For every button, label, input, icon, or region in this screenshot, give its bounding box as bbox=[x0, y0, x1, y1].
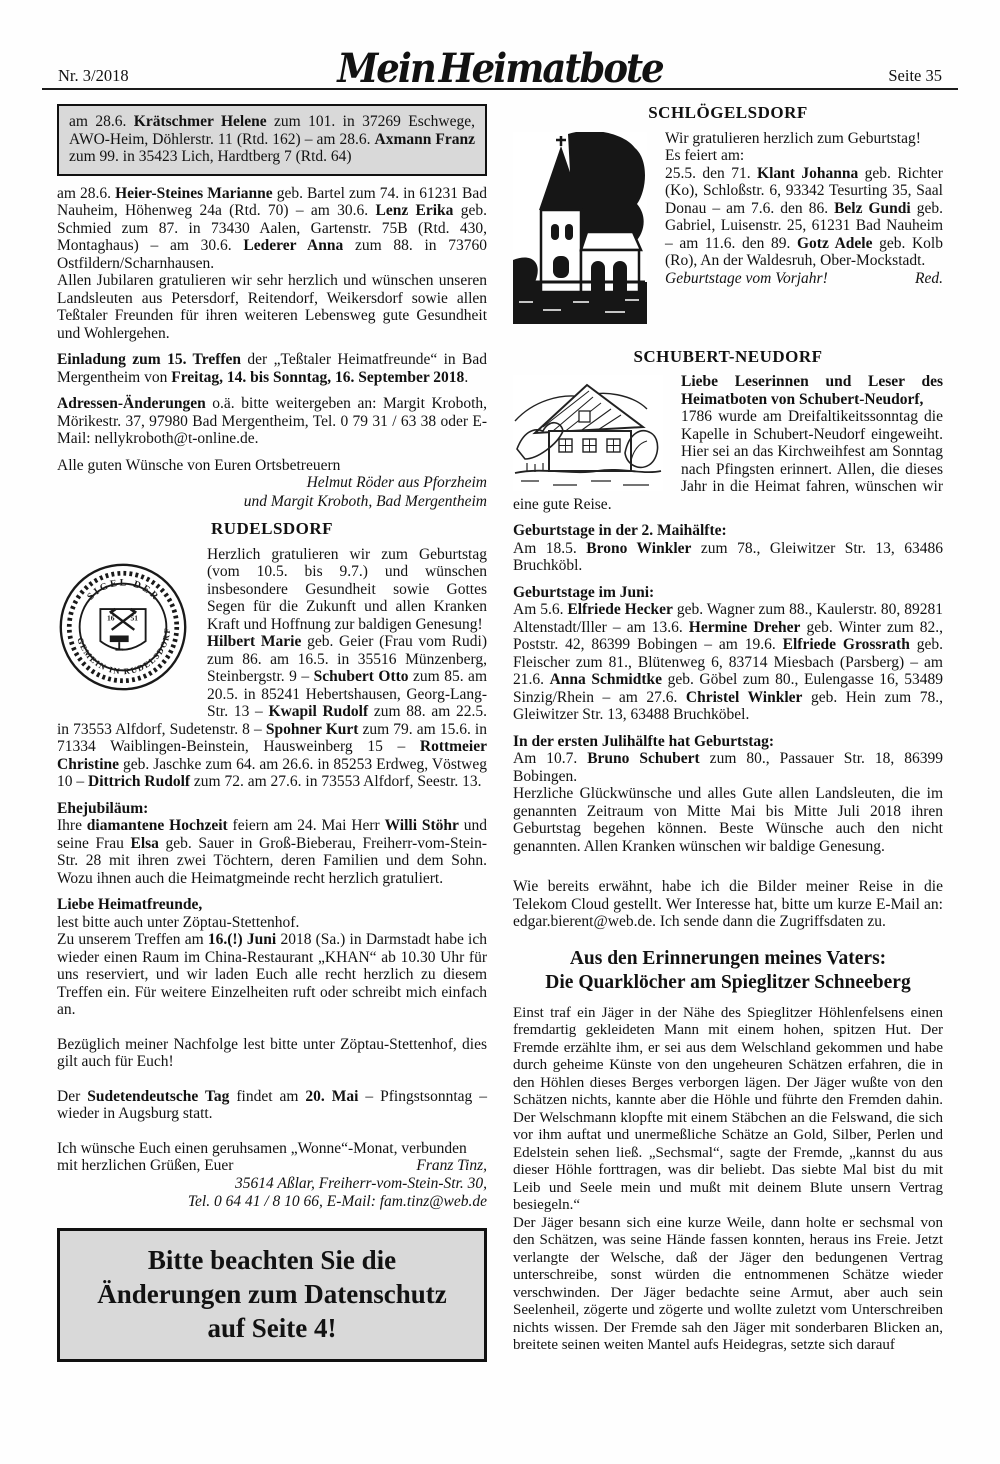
rudelsdorf-seal-illustration bbox=[57, 548, 189, 706]
newsletter-page bbox=[0, 44, 1000, 1464]
geb-juli-title: In der ersten Julihälfte hat Geburtstag: bbox=[513, 732, 775, 750]
seal-ring-text-bottom: GEMEIN IN RUDELSDORF bbox=[75, 626, 173, 676]
schubert-neudorf-section bbox=[513, 373, 943, 522]
redaktion-credit: Red. bbox=[915, 269, 943, 287]
page-header bbox=[42, 44, 958, 92]
adressen-aenderungen-paragraph: Adressen-Änderungen o.ä. bitte weitergeben an: Margit Kroboth, Mörikestr. 37, 97980 Bad Mergentheim, Tel. 0 79 31 / 63 38 oder E-Mail: nellykroboth@t-online.de. bbox=[57, 395, 487, 447]
signature-line: Helmut Röder aus Pforzheim bbox=[306, 474, 487, 491]
signature-address: 35614 Aßlar, Freiherr-vom-Stein-Str. 30, bbox=[235, 1174, 487, 1192]
geb-juli-body: Am 10.7. Bruno Schubert zum 80., Passauer Str. 18, 86399 Bobingen. Herzliche Glückwünsche und alles Gute allen Landsleuten, die im genannten Zeitraum von Mitte Mai bis Mitte Juli 2018 ihren Geburtstag begehen können. Beste Wünsche auch den nicht genannten. Allen Kranken wünschen wir baldige Genesung. bbox=[513, 750, 944, 855]
ortsbetreuer-signature bbox=[57, 474, 487, 511]
issue-number: Nr. 3/2018 bbox=[58, 65, 129, 85]
left-column bbox=[57, 104, 487, 1364]
story-title-line1: Aus den Erinnerungen meines Vaters: bbox=[569, 947, 887, 969]
ehejubilaeum-paragraph: Ehejubiläum: Ihre diamantene Hochzeit feiern am 24. Mai Herr Willi Stöhr und seine Frau Elsa geb. Sauer in Groß-Bieberau, Freiherr-vom-Stein-Str. 28 mit ihren zwei Töchtern, deren Familien und dem Sohn. Wozu ihnen auch die Heimatgmeinde recht herzlich gratuliert. bbox=[57, 799, 487, 887]
story-body: Einst traf ein Jäger in der Nähe des Spieglitzer Höhlenfelsens einen fremdartig gekleideten Mann mit einem hohen, spitzen Hut. Der Fremde erzählte ihm, er sei aus dem Welschland gekommen und habe durch geheime Künste von den ungeheuren Schätzen erfahren, die in den Höhlen dieses Berges verborgen lägen. Der Jäger wußte von den Schätzen nichts, kannte aber die Höhle und führte den Fremden dahin. Der Welschmann klopfte mit einem Stäbchen an die Felswand, die sich vor ihm auftat und unermeßliche Schätze an Gold, Silber, Perlen und Edelstein sehen ließ. „Sechsmal“, sagte der Fremde, „kannst du aus dieser Höhle forttragen, was dir beliebt. Das siebte Mal bist du mit Leib und Seele mein und mußt mit deinem Blute unsern Vertrag besiegeln.“ Der Jäger besann sich eine kurze Weile, dann holte er sechsmal von den Schätzen, was seine Hände fassen konnten, heraus ins Freie. Jetzt verlangte der Welsche, daß der Jäger den bedungenen Vertrag unterschreibe, sonst würden die entnommenen Schätze wieder verschwinden. Der Jäger bedachte seine Armut, aber auch sein Seelenheil, zögerte und zögerte und wollte zuletzt vom Unterschreiben nichts wissen. Der Fremde sah den Jäger mit sonderbaren Blicken an, breitete seinen weiten Mantel aufs Heidegras, setzte sich darauf bbox=[513, 1004, 943, 1353]
nachfolge-paragraph: Bezüglich meiner Nachfolge lest bitte unter Zöptau-Stettenhof, dies gilt auch für Euch! bbox=[57, 1035, 487, 1070]
ortsbetreuer-wishes-line: Alle guten Wünsche von Euren Ortsbetreuern bbox=[57, 456, 341, 474]
geb-mai-body: Am 18.5. Brono Winkler zum 78., Gleiwitzer Str. 13, 63486 Bruchköbl. bbox=[513, 539, 943, 574]
rudelsdorf-body: Herzlich gratulieren wir zum Geburtstag (vom 10.5. bis 9.7.) und wünschen insbesondere Gesundheit sowie Gottes Segen für die Zukunft und allen Kranken Kraft und Hoffnung zur baldigen Genesung! Hilbert Marie geb. Geier (Frau vom Rudi) zum 86. am 16.5. in 35516 Münzenberg, Steinbergstr. 9 – Schubert Otto zum 85. am 20.5. in 85241 Hebertshausen, Georg-Lang-Str. 13 – Kwapil Rudolf zum 88. am 22.5. in 73553 Alfdorf, Sudetenstr. 8 – Spohner Kurt zum 79. am 15.6. in 71334 Waiblingen-Beinstein, Hausweinberg 15 – Rottmeier Christine geb. Jaschke zum 64. am 26.6. in 85253 Erdweg, Vöstweg 10 – Dittrich Rudolf zum 72. am 27.6. in 73553 Alfdorf, Seestr. 13. bbox=[57, 545, 487, 790]
notice-line: auf Seite 4! bbox=[207, 1312, 337, 1343]
geb-juni-title: Geburtstage im Juni: bbox=[513, 583, 655, 601]
story-title bbox=[513, 947, 943, 995]
section-title-schloegelsdorf: SCHLÖGELSDORF bbox=[648, 103, 808, 122]
seal-year-left: 16 bbox=[106, 612, 115, 622]
church-illustration bbox=[513, 132, 647, 324]
wonne-monat-line: Ich wünsche Euch einen geruhsamen „Wonne“-Monat, verbunden bbox=[57, 1139, 467, 1157]
signature-line: und Margit Kroboth, Bad Mergentheim bbox=[243, 492, 487, 510]
vorjahr-note: Geburtstage vom Vorjahr! bbox=[665, 269, 828, 287]
franz-tinz-signature bbox=[57, 1175, 487, 1212]
schloegelsdorf-body: Wir gratulieren herzlich zum Geburtstag! Es feiert am: 25.5. den 71. Klant Johanna geb. Richter (Ko), Schloßstr. 6, 93342 Tesurting 35, Saal Donau – am 7.6. den 86. Belz Gundi geb. Gabriel, Luisenstr. 25, 61231 Bad Nauheim – am 11.6. den 89. Gotz Adele geb. Kolb (Ro), An der Waldesruh, Ober-Mockstadt. bbox=[665, 129, 943, 269]
greeting-left: mit herzlichen Grüßen, Euer bbox=[57, 1157, 234, 1174]
seal-ring-text-top: SIGEL DER bbox=[85, 576, 162, 604]
section-title-rudelsdorf: RUDELSDORF bbox=[210, 519, 334, 538]
seal-year-right: 51 bbox=[130, 612, 139, 622]
section-title-schubert-neudorf: SCHUBERT-NEUDORF bbox=[633, 346, 823, 366]
heimatfreunde-paragraph: Liebe Heimatfreunde, lest bitte auch unter Zöptau-Stettenhof. Zu unserem Treffen am 16.(!) Juni 2018 (Sa.) in Darmstadt habe ich wieder einen Raum im China-Restaurant „KHAN“ ab 10.30 Uhr für uns reserviert, und wir laden Euch alle recht herzlich zu diesem Treffen ein. Für weitere Einzelheiten ruft oder schreibt mich einfach an. bbox=[57, 896, 487, 1018]
vorjahr-note-row bbox=[665, 270, 943, 288]
two-column-layout bbox=[57, 104, 943, 1364]
telekom-cloud-paragraph: Wie bereits erwähnt, habe ich die Bilder meiner Reise in die Telekom Cloud gestellt. Wer Interesse hat, bitte um kurze E-Mail an: edgar.bierent@web.de. Ich sende dann die Zugriffsdaten zu. bbox=[513, 878, 943, 930]
schubert-neudorf-body: Liebe Leserinnen und Leser des Heimatboten von Schubert-Neudorf, 1786 wurde am Dreifaltikeitssonntag die Kapelle in Schubert-Neudorf eingeweiht. Hier sei an das Kirchweihfest am Sonntag nach Pfingsten erinnert. Allen, die dieses Jahr in die Heimat fahren, wünschen wir eine gute Reise. bbox=[513, 373, 943, 513]
signature-name: Franz Tinz, bbox=[416, 1157, 487, 1174]
einladung-treffen-paragraph: Einladung zum 15. Treffen der „Teßtaler Heimatfreunde“ in Bad Mergentheim von Freitag, 14. bis Sonntag, 16. September 2018. bbox=[57, 351, 487, 386]
notice-line: Änderungen zum Datenschutz bbox=[97, 1278, 447, 1309]
sudetendeutscher-tag-paragraph: Der Sudetendeutsche Tag findet am 20. Mai – Pfingstsonntag – wieder in Augsburg statt. bbox=[57, 1087, 487, 1122]
notice-line: Bitte beachten Sie die bbox=[147, 1244, 397, 1275]
masthead-logo: Mein Heimatbote bbox=[337, 44, 663, 92]
schloegelsdorf-section bbox=[513, 130, 943, 328]
right-column bbox=[513, 104, 943, 1364]
page-number: Seite 35 bbox=[888, 65, 942, 85]
datenschutz-notice-box bbox=[57, 1228, 487, 1362]
jubilee-highlight-box: am 28.6. Krätschmer Helene zum 101. in 37269 Eschwege, AWO-Heim, Döhlerstr. 11 (Rtd. 162) – am 28.6. Axmann Franz zum 99. in 35423 Lich, Hardtberg 7 (Rtd. 64) bbox=[57, 104, 487, 176]
farmhouse-illustration bbox=[513, 375, 663, 491]
geb-juni-body: Am 5.6. Elfriede Hecker geb. Wagner zum 88., Kaulerstr. 80, 89281 Altenstadt/Iller – am 13.6. Hermine Dreher geb. Winter zum 82., Poststr. 42, 86399 Bobingen – am 19.6. Elfriede Grossrath geb. Fleischer zum 81., Blütenweg 6, 83714 Miesbach (Parsberg) – am 21.6. Anna Schmidtke geb. Göbel zum 80., Eulengasse 16, 53489 Sinzig/Rhein – am 27.6. Christel Winkler geb. Hein zum 78., Gleiwitzer Str. 13, 63488 Bruchköbel. bbox=[513, 601, 943, 723]
geb-mai-title: Geburtstage in der 2. Maihälfte: bbox=[513, 522, 727, 539]
june-birthdays-paragraph: am 28.6. Heier-Steines Marianne geb. Bartel zum 74. in 61231 Bad Nauheim, Höhenweg 24a (Rtd. 70) – am 30.6. Lenz Erika geb. Schmied zum 87. in 73430 Aalen, Gartenstr. 75B (Rtd. 430, Montaghaus) – am 30.6. Lederer Anna zum 88. in 73760 Ostfildern/Scharnhausen. Allen Jubilaren gratulieren wir sehr herzlich und wünschen unseren Landsleuten aus Petersdorf, Reitendorf, Weikersdorf sowie allen Teßtaler Freunden für ihren weiteren Lebensweg gute Gesundheit und Wohlergehen. bbox=[57, 184, 488, 342]
story-title-line2: Die Quarklöcher am Spieglitzer Schneeberg bbox=[545, 971, 911, 993]
signature-contact: Tel. 0 64 41 / 8 10 66, E-Mail: fam.tinz@web.de bbox=[187, 1193, 487, 1210]
rudelsdorf-section bbox=[57, 546, 487, 800]
closing-greeting-row bbox=[57, 1157, 487, 1175]
